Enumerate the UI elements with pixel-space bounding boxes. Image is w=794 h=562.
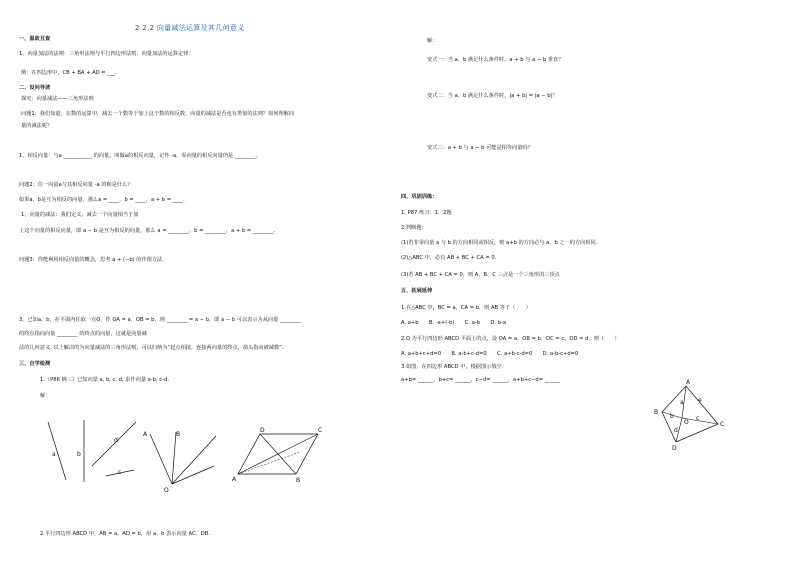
point-o: O: [684, 419, 689, 426]
point-b: B: [654, 409, 659, 416]
label-d: d: [674, 427, 678, 434]
point-b: B: [296, 477, 301, 484]
vector-od-line: [172, 466, 214, 484]
point-c: C: [720, 421, 725, 428]
selfcheck-question-1: 1.（P86 例三）已知向量 a, b, c, d, 求作向量 a-b, c-d.: [40, 377, 169, 383]
label-a: a: [52, 451, 56, 458]
extension-2: 2.O 为平行四边形 ABCD 平面上的点，设 OA = a，OB = b，OC = c，OD = d，则（ ）: [401, 336, 620, 342]
subtraction-def-line2: 上这个向量的相反向量，即 a − b 是互为相反的向量，那么 a = ________，b = ________，a + b = ________.: [19, 228, 276, 234]
section-practice-heading: 四、巩固训练：: [401, 194, 438, 200]
subtraction-def-line1: 1、向量的减法：我们定义，减去一个向量相当于加: [21, 212, 139, 218]
geometric-meaning-line3: 法的几何意义. 以上解决的为向量减法的三角形法则，可以归纳为“起点相接，连接两向量的终点，箭头指向被减数”.: [19, 345, 284, 351]
extension-1-options: A. a+b B. -a+(-b) C. a-b D. b-a: [401, 320, 507, 326]
explore-label: 探究：向量减法——三角形法则: [21, 96, 94, 102]
label-d: d: [114, 437, 118, 444]
quadrilateral-figure: [652, 380, 732, 450]
vector-oc-line: [172, 436, 216, 484]
vectors-oab-figure: [140, 422, 220, 492]
extension-3: 3.如图，在四边形 ABCD 中，根据图示填空：: [401, 364, 507, 370]
vectors-abcd-figure: [40, 416, 150, 486]
point-a: A: [232, 476, 237, 483]
practice-2: 2.判断题：: [401, 225, 427, 231]
label-c: c: [118, 469, 122, 476]
construction-line: [238, 452, 300, 474]
page-title: 2.2.2 向量减法运算及其几何意义: [135, 24, 245, 32]
extension-1: 1.在△ABC 中，BC = a，CA = b，则 AB 等于（ ）: [401, 305, 531, 311]
solution-label: 解：: [427, 38, 438, 44]
question-1-line1: 问题1：我们知道，在数的运算中，减去一个数等于加上这个数的相反数，向量的减法是否也有类似的法则？如何理解向: [21, 111, 295, 117]
selfcheck-solution-label: 解：: [40, 393, 51, 399]
question-3: 问题3：你能利用相反向量的概念，思考 a + (−b) 的作图方法.: [19, 257, 164, 263]
section-guide-heading: 二、设问导读: [19, 85, 51, 91]
variant-3: 变式三：a + b 与 a − b 可能是相等向量吗？: [427, 145, 533, 151]
practice-1: 1. P87 练习：1、2题: [401, 210, 452, 216]
vector-oa-line: [150, 434, 172, 484]
point-c: C: [318, 427, 323, 434]
question-1-line2: 量的减法呢？: [21, 123, 53, 129]
practice-2-1: (1)若非零向量 a 与 b 的方向相同或相反，则 a+b 的方向必与 a、b 之一的方向相同.: [401, 240, 598, 246]
selfcheck-question-2: 2.平行四边形 ABCD 中，AB = a，AD = b，用 a、b 表示向量 AC、DB.: [40, 531, 210, 537]
review-example: 例：在四边形中，CB + BA + AD = ___.: [21, 70, 117, 76]
label-a: a: [680, 399, 684, 406]
variant-2: 变式二：当 a、b 满足什么条件时，|a + b| = |a − b|？: [427, 93, 558, 99]
practice-2-3: (3)若 AB + BC + CA = 0，则 A、B、C 三点是一个三角形的三顶点: [401, 272, 560, 278]
vector-d-line: [92, 422, 136, 466]
section-selfcheck-heading: 三、自学检测: [19, 361, 51, 367]
opposite-vector-def: 1、相反向量：与a ___________ 的向量，叫做a的相反向量，记作 -a，零向量的相反向量仍是 ________。: [19, 153, 261, 159]
review-question: 1、向量加法的法则：三角形法则与平行四边形法则，向量加法的运算定律：: [19, 51, 194, 57]
label-e: e: [698, 397, 702, 404]
variant-1: 变式一：当 a、b 满足什么条件时，a + b 与 a − b 垂直？: [427, 57, 564, 63]
section-extension-heading: 五、拓展延伸: [401, 288, 433, 294]
question-2-line1: 问题2：任一向量a与其相反向量 -a 的和是什么？: [19, 182, 133, 188]
geometric-meaning-line1: 3、已知a，b，在平面内任取一点O，作 OA = a，OB = b，则 ________ = a − b，即 a − b 可以表示为从向量 ________: [19, 317, 301, 323]
label-c: c: [696, 415, 700, 422]
vector-a-line: [48, 422, 66, 480]
practice-2-2: (2)△ABC 中，必有 AB + BC + CA = 0.: [401, 255, 497, 261]
section-review-heading: 一、温故互查: [19, 36, 51, 42]
question-2-line2: 如果a、b是互为相反的向量，那么a = ____，b = ____，a + b = ____.: [19, 197, 185, 203]
point-d: D: [672, 445, 677, 452]
vector-ob-line: [172, 432, 176, 484]
label-b: b: [77, 451, 81, 458]
point-a: A: [686, 379, 691, 386]
label-b: b: [670, 413, 674, 420]
extension-3-fill: a+b= ______，b+c= ______，c−d= ______，a+b+c−d= ______: [401, 377, 561, 383]
point-d: D: [260, 427, 265, 434]
extension-2-options: A. a+b+c+d=0 B. a-b+c-d=0 C. a+b-c-d=0 D. a-b-c+d=0: [401, 351, 579, 357]
geometric-meaning-line2: 的终点指向向量 ________ 的终点的向量，这就是向量减: [19, 331, 147, 337]
point-o: O: [164, 487, 169, 494]
diagonal-db: [260, 434, 296, 474]
parallelogram-figure: [230, 428, 330, 488]
point-a: A: [143, 431, 148, 438]
point-b: B: [176, 431, 181, 438]
